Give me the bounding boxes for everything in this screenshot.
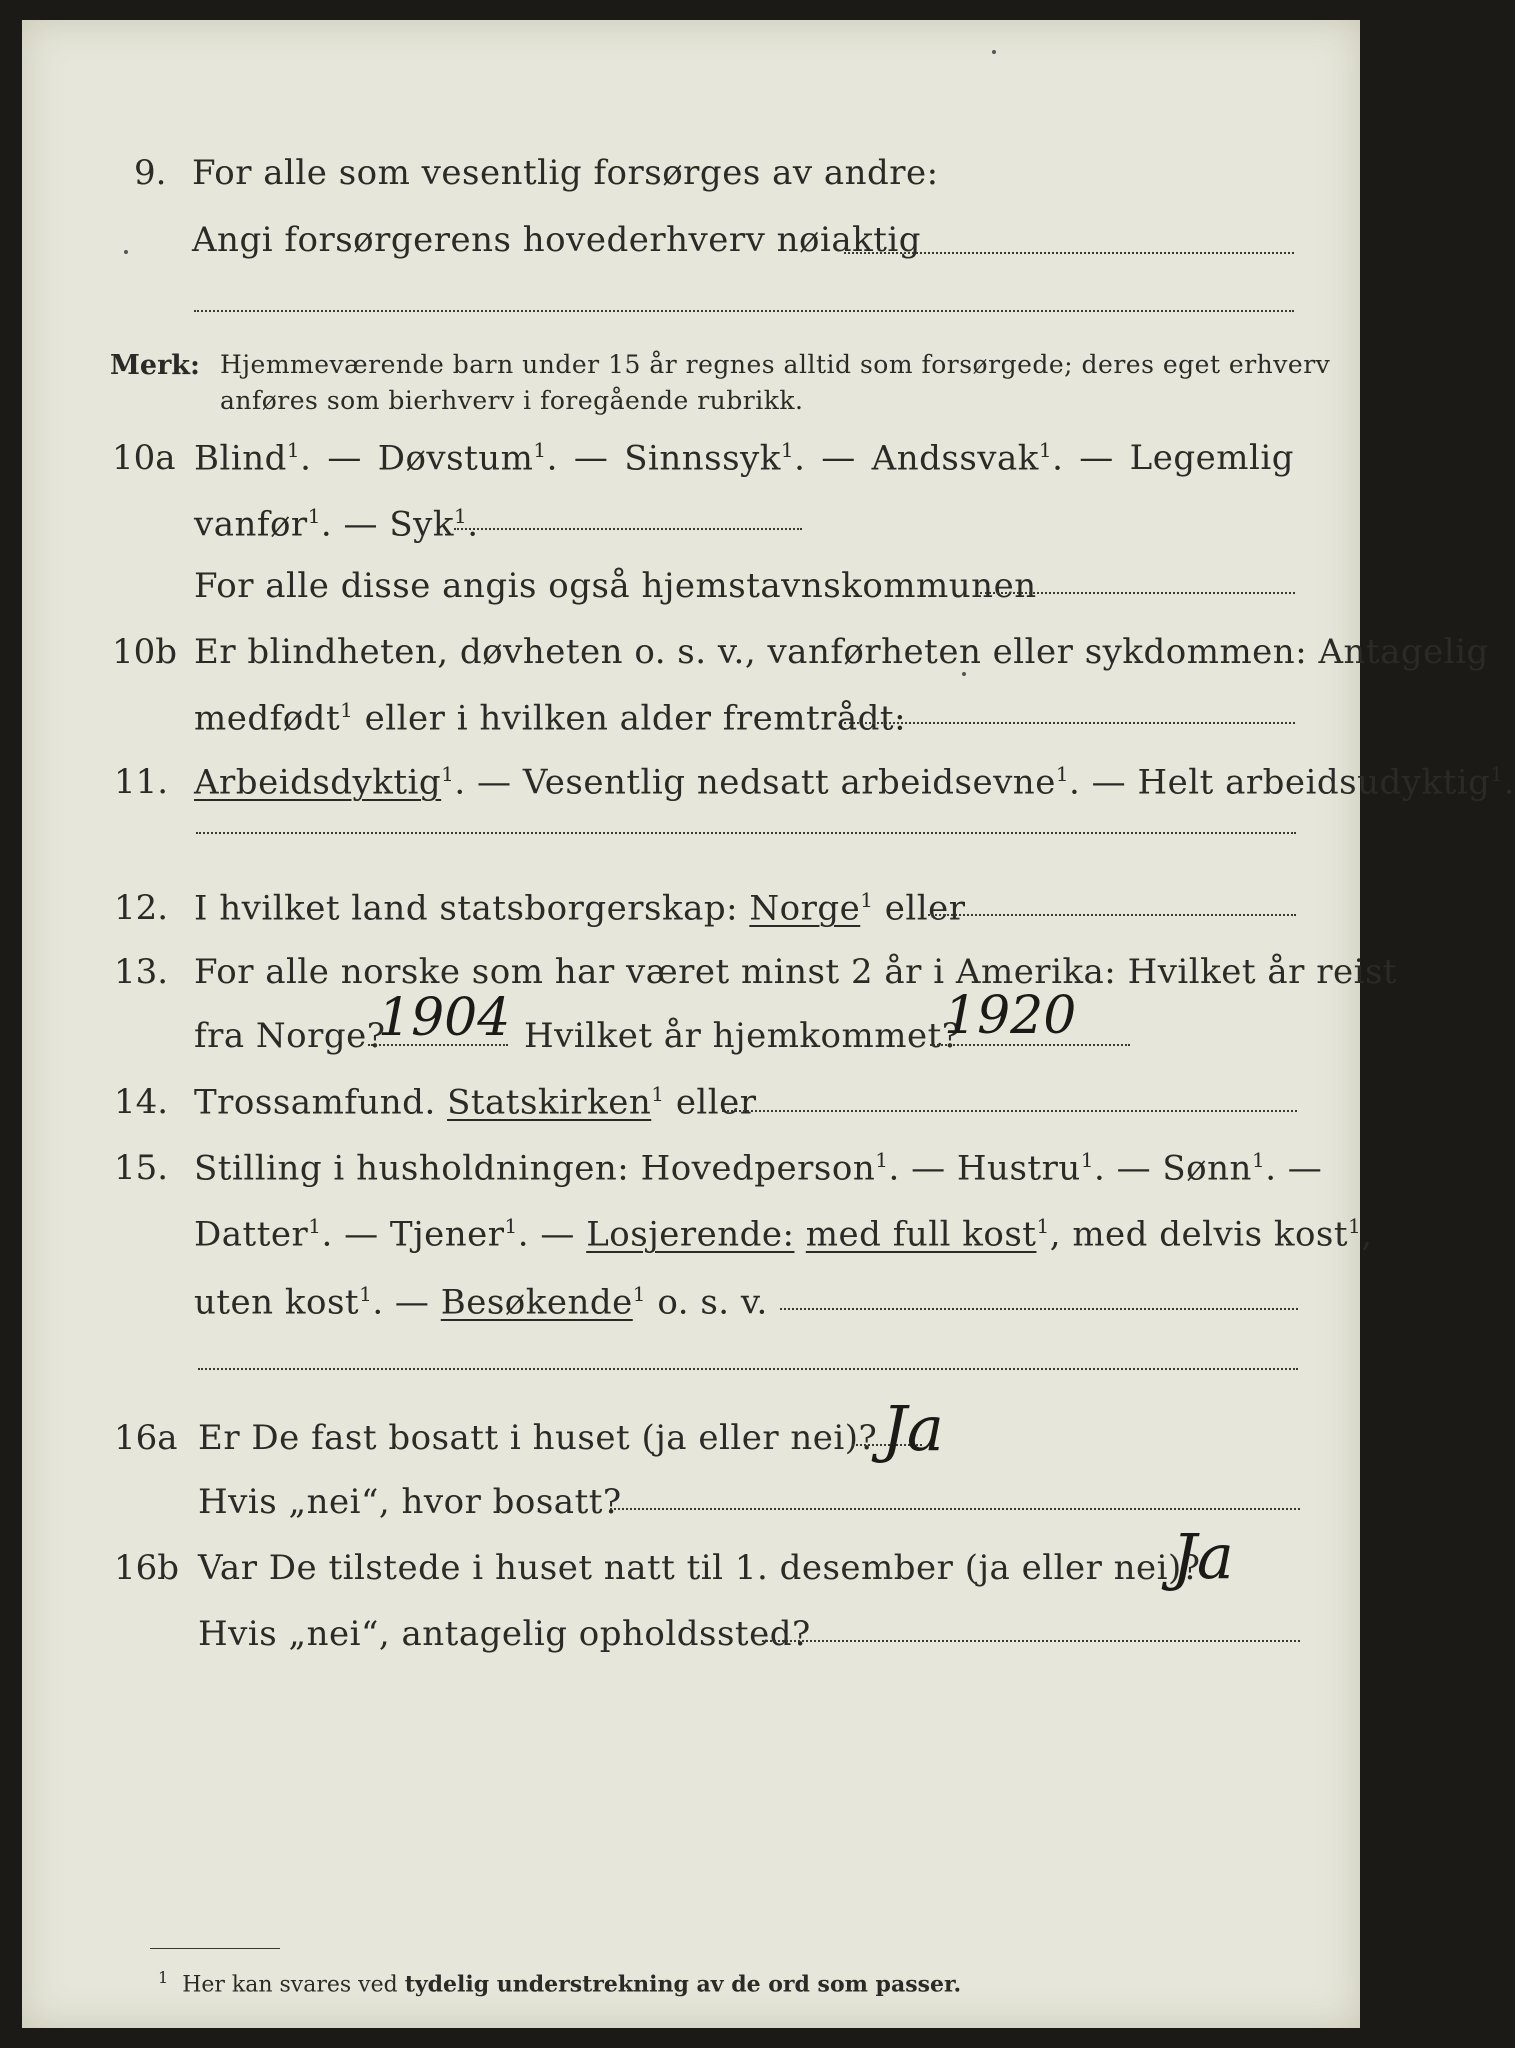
option-uten-kost[interactable]: uten kost [194, 1282, 360, 1323]
paper-speck [124, 250, 128, 254]
q15-line1: Stilling i husholdningen: Hovedperson$^1$. — Hustru$^1$. — Sønn$^1$. — [194, 1148, 1323, 1189]
q14-number: 14. [114, 1082, 169, 1122]
q16a-number: 16a [114, 1418, 178, 1458]
option-losjerende[interactable]: Losjerende: [586, 1214, 795, 1255]
option-legemlig[interactable]: Legemlig [1129, 438, 1294, 478]
option-statskirken[interactable]: Statskirken [447, 1082, 652, 1123]
q10a-answer-line[interactable] [454, 528, 802, 530]
option-dovstum[interactable]: Døvstum [377, 438, 534, 479]
option-datter[interactable]: Datter [194, 1214, 309, 1255]
option-nedsatt[interactable]: Vesentlig nedsatt arbeidsevne [522, 762, 1056, 803]
option-tjener[interactable]: Tjener [389, 1214, 505, 1255]
q9-answer-line[interactable] [844, 252, 1294, 254]
q9-line1: For alle som vesentlig forsørges av andre: [192, 153, 939, 193]
q9-line2: Angi forsørgerens hovederhverv nøiaktig [192, 220, 922, 260]
q16b-answer[interactable]: Ja [1172, 1520, 1234, 1593]
q13-hjem-label: Hvilket år hjemkommet? [524, 1016, 961, 1056]
q10a-line3: For alle disse angis også hjemstavnskommunen [194, 566, 1037, 606]
q16b-line2: Hvis „nei“, antagelig opholdssted? [198, 1614, 811, 1654]
q9-number: 9. [134, 153, 167, 193]
q16a-line2: Hvis „nei“, hvor bosatt? [198, 1482, 622, 1522]
merk-label: Merk: [110, 350, 200, 381]
option-arbeidsdyktig[interactable]: Arbeidsdyktig [194, 762, 442, 803]
option-besokende[interactable]: Besøkende [440, 1282, 633, 1323]
q10b-answer-line[interactable] [844, 722, 1295, 724]
option-full-kost[interactable]: med full kost [805, 1214, 1037, 1255]
paper-speck [962, 672, 966, 676]
q16a-bosatt-line[interactable] [610, 1508, 1300, 1510]
q10a-number: 10a [112, 438, 176, 478]
q15-answer-line[interactable] [780, 1308, 1298, 1310]
q16b-number: 16b [114, 1548, 180, 1588]
q11-answer-line[interactable] [196, 832, 1296, 834]
q11-number: 11. [114, 762, 169, 802]
option-medfodt[interactable]: medfødt [194, 698, 341, 739]
q16b-line1: Var De tilstede i huset natt til 1. desember (ja eller nei)? [198, 1548, 1201, 1588]
q10b-line2: medfødt$^1$ eller i hvilken alder fremtrådt: [194, 698, 907, 739]
q15-number: 15. [114, 1148, 169, 1188]
q13-number: 13. [114, 952, 169, 992]
option-sonn[interactable]: Sønn [1162, 1148, 1252, 1189]
footnote: $^1$ Her kan svares ved tydelig understrekning av de ord som passer. [158, 1968, 962, 1998]
q15-line3: uten kost$^1$. — Besøkende$^1$ o. s. v. [194, 1282, 768, 1323]
option-syk[interactable]: Syk [389, 504, 454, 545]
q13-hjem-year[interactable]: 1920 [944, 986, 1077, 1046]
merk-line2: anføres som bierhverv i foregående rubrikk. [220, 386, 804, 415]
q14-line: Trossamfund. Statskirken$^1$ eller [194, 1082, 757, 1123]
q16b-opholdssted-line[interactable] [762, 1640, 1300, 1642]
q11-line: Arbeidsdyktig$^1$. — Vesentlig nedsatt arbeidsevne$^1$. — Helt arbeidsudyktig$^1$. [194, 762, 1515, 803]
option-delvis-kost[interactable]: med delvis kost [1072, 1214, 1349, 1255]
footnote-divider [150, 1948, 280, 1949]
option-hovedperson[interactable]: Stilling i husholdningen: Hovedperson [194, 1148, 876, 1189]
merk-line1: Hjemmeværende barn under 15 år regnes alltid som forsørgede; deres eget erhverv [220, 350, 1331, 379]
q16a-line1: Er De fast bosatt i huset (ja eller nei)? [198, 1418, 878, 1458]
q15-line2: Datter$^1$. — Tjener$^1$. — Losjerende: med full kost$^1$, med delvis kost$^1$, [194, 1214, 1373, 1255]
option-sinnssyk[interactable]: Sinnssyk [624, 438, 781, 479]
paper-speck [992, 50, 996, 54]
census-form-page [22, 20, 1515, 2028]
q10a-line2: vanfør$^1$. — Syk$^1$. [194, 504, 479, 545]
option-udyktig[interactable]: Helt arbeidsudyktig [1137, 762, 1491, 803]
q15-answer-line-2[interactable] [198, 1368, 1298, 1370]
option-andssvak[interactable]: Andssvak [871, 438, 1039, 479]
q12-answer-line[interactable] [928, 914, 1296, 916]
q10a-line1: Blind$^1$. — Døvstum$^1$. — Sinnssyk$^1$. — Andssvak$^1$. — Legemlig [194, 438, 1294, 479]
q9-answer-line-2[interactable] [194, 310, 1294, 312]
q12-number: 12. [114, 888, 169, 928]
q12-line: I hvilket land statsborgerskap: Norge$^1$ eller [194, 888, 966, 929]
q16a-answer[interactable]: Ja [882, 1392, 944, 1465]
option-vanfor[interactable]: vanfør [194, 504, 308, 545]
option-norge[interactable]: Norge [749, 888, 861, 929]
q10b-number: 10b [112, 632, 178, 672]
q13-line1: For alle norske som har været minst 2 år i Amerika: Hvilket år reist [194, 952, 1398, 992]
option-blind[interactable]: Blind [194, 438, 287, 479]
option-hustru[interactable]: Hustru [956, 1148, 1081, 1189]
q14-answer-line[interactable] [722, 1110, 1297, 1112]
q10a-kommune-line[interactable] [980, 592, 1295, 594]
q13-reist-year[interactable]: 1904 [378, 988, 511, 1048]
q10b-line1: Er blindheten, døvheten o. s. v., vanførheten eller sykdommen: Antagelig [194, 632, 1489, 672]
q13-fra-label: fra Norge? [194, 1016, 386, 1056]
